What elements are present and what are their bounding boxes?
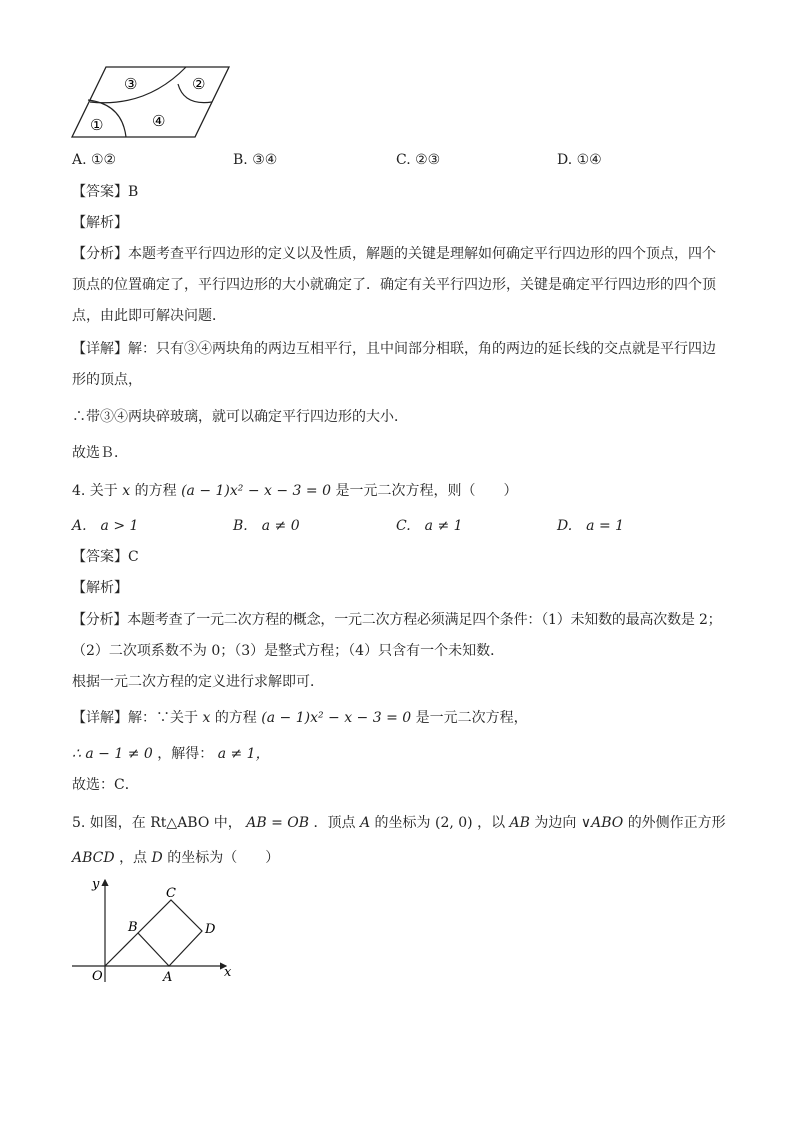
segment-ob	[105, 933, 138, 966]
q3-option-c: C. ②③	[396, 152, 441, 168]
q3-analysis-line-1: 【分析】本题考查平行四边形的定义以及性质，解题的关键是理解如何确定平行四边形的四个顶点，四个	[72, 246, 716, 262]
label-piece-3: ③	[124, 75, 138, 93]
q3-therefore: ∴带③④两块碎玻璃，就可以确定平行四边形的大小．	[72, 409, 408, 425]
q5-stem-eq: AB = OB	[246, 815, 310, 831]
q4-stem-mid: 的方程	[134, 483, 177, 499]
q5-stem-mid5: 为边向	[534, 815, 577, 831]
q5-stem-rt: Rt△ABO	[150, 815, 210, 831]
q4-detail-mid: 的方程	[214, 710, 257, 726]
arc-piece-3	[90, 67, 186, 103]
q5-stem-a: A	[359, 815, 371, 831]
q4-choose: 故选：C．	[72, 777, 139, 793]
label-y: y	[92, 877, 100, 892]
q5-stem-mid2: ．顶点	[313, 815, 356, 831]
q5-stem-coord: (2, 0)	[434, 815, 473, 831]
q4-detail-suffix: 是一元二次方程，	[415, 710, 528, 726]
q3-answer: 【答案】B	[72, 184, 139, 200]
parallelogram-figure	[66, 60, 236, 142]
q3-analysis-line-3: 点，由此即可解决问题．	[72, 308, 226, 324]
q4-option-c: C. a ≠ 1	[396, 518, 463, 534]
q5-stem-line-1	[72, 813, 726, 833]
q4-therefore-math: ∴ a − 1 ≠ 0	[72, 746, 153, 762]
label-b: B	[128, 920, 138, 935]
q4-stem-prefix: 4. 关于	[72, 483, 118, 499]
q4-stem-var: x	[122, 483, 131, 499]
q5-stem-tri: ∨ABO	[580, 815, 624, 831]
q5-stem-line2-mid: ，点	[119, 850, 148, 866]
q3-analysis-line-2: 顶点的位置确定了，平行四边形的大小就确定了．确定有关平行四边形，关键是确定平行四边形的四个顶	[72, 277, 716, 293]
q5-stem-d: D	[151, 850, 163, 866]
q5-stem-mid4: ，以	[477, 815, 506, 831]
q4-analysis-line-1: 【分析】本题考查了一元二次方程的概念，一元二次方程必须满足四个条件：（1）未知数的最高次数是 2；	[72, 612, 722, 628]
q5-stem-square: ABCD	[72, 850, 115, 866]
q4-option-a: A. a > 1	[72, 518, 139, 534]
label-piece-4: ④	[152, 112, 166, 130]
label-d: D	[205, 922, 216, 937]
q4-therefore-result: a ≠ 1，	[217, 746, 270, 762]
q4-option-b: B. a ≠ 0	[233, 518, 300, 534]
square-abcd	[138, 900, 202, 966]
q5-stem-line-2	[72, 848, 279, 868]
q4-equation: (a − 1)x² − x − 3 = 0	[181, 483, 331, 499]
q3-detail-line-1: 【详解】解：只有③④两块角的两边互相平行，且中间部分相联，角的两边的延长线的交点就是平行四边	[72, 341, 716, 357]
q4-stem-suffix: 是一元二次方程，则（ ）	[335, 483, 518, 499]
q4-detail-equation: (a − 1)x² − x − 3 = 0	[261, 710, 412, 726]
q5-stem-line2-suffix: 的坐标为（ ）	[167, 850, 280, 866]
label-piece-1: ①	[90, 116, 104, 134]
q4-analysis-line-2: （2）二次项系数不为 0；（3）是整式方程；（4）只含有一个未知数．	[72, 643, 505, 659]
q3-option-b: B. ③④	[233, 152, 278, 168]
label-c: C	[166, 886, 176, 901]
q4-therefore-text: ，解得：	[157, 746, 214, 762]
coordinate-figure	[66, 874, 246, 989]
q4-stem	[72, 481, 517, 501]
q4-option-d: D. a = 1	[557, 518, 625, 534]
q4-analysis-line-3: 根据一元二次方程的定义进行求解即可．	[72, 674, 324, 690]
q4-therefore	[72, 744, 270, 764]
q5-stem-ab: AB	[509, 815, 530, 831]
label-piece-2: ②	[192, 75, 206, 93]
q4-detail-var: x	[202, 710, 211, 726]
q5-stem-prefix: 5. 如图，在	[72, 815, 146, 831]
q5-stem-mid6: 的外侧作正方形	[627, 815, 726, 831]
q3-detail-line-2: 形的顶点，	[72, 372, 142, 388]
q3-analysis-header: 【解析】	[72, 215, 128, 231]
label-o: O	[92, 969, 103, 984]
label-x: x	[224, 965, 232, 980]
q4-detail	[72, 708, 528, 728]
q4-answer: 【答案】C	[72, 549, 139, 565]
q4-analysis-header: 【解析】	[72, 580, 128, 596]
q3-option-d: D. ①④	[557, 152, 602, 168]
q5-stem-mid3: 的坐标为	[374, 815, 431, 831]
q3-option-a: A. ①②	[72, 152, 117, 168]
label-a: A	[163, 970, 173, 985]
q4-detail-prefix: 【详解】解：∵关于	[72, 710, 198, 726]
q3-choose: 故选Ｂ．	[72, 445, 128, 461]
q5-stem-mid1: 中，	[213, 815, 242, 831]
